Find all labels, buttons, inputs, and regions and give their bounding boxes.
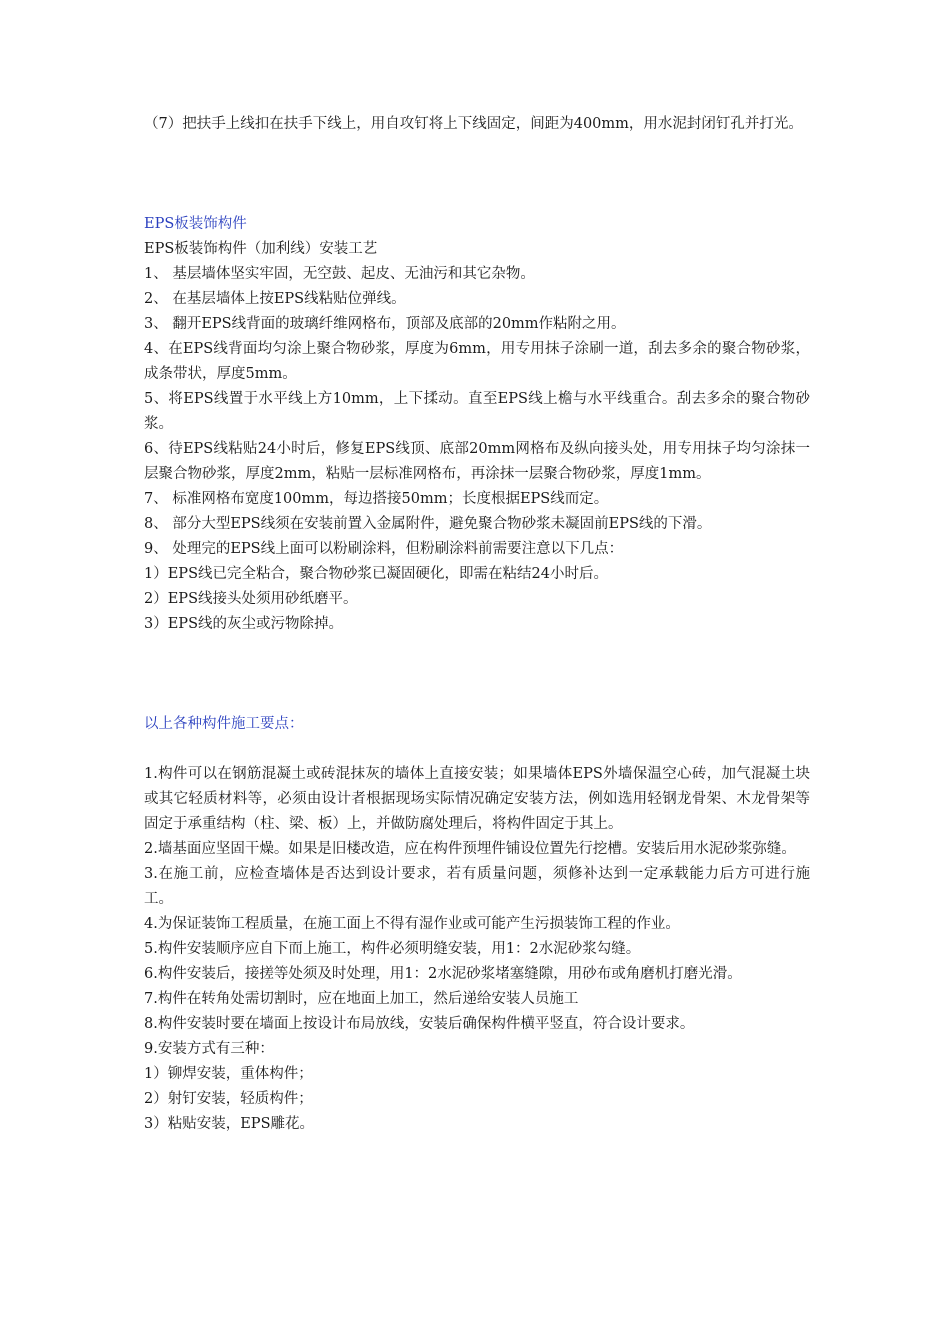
spacer: [144, 737, 810, 762]
eps-step: 7、 标准网格布宽度100mm，每边搭接50mm；长度根据EPS线而定。: [144, 491, 609, 507]
eps-step: 4、在EPS线背面均匀涂上聚合物砂浆，厚度为6mm，用专用抹子涂刷一道，刮去多余的聚合物砂浆，成条带状，厚度5mm。: [144, 341, 810, 382]
point-item: 8.构件安装时要在墙面上按设计布局放线，安装后确保构件横平竖直，符合设计要求。: [144, 1016, 695, 1032]
eps-substep: 3）EPS线的灰尘或污物除掉。: [144, 616, 343, 632]
point-item: 6.构件安装后，接搓等处须及时处理，用1：2水泥砂浆堵塞缝隙，用砂布或角磨机打磨光滑。: [144, 966, 742, 982]
points-list: [144, 762, 810, 1137]
point-subitem: 1）铆焊安装，重体构件；: [144, 1066, 313, 1082]
eps-step: 6、待EPS线粘贴24小时后，修复EPS线顶、底部20mm网格布及纵向接头处，用专用抹子均匀涂抹一层聚合物砂浆，厚度2mm，粘贴一层标准网格布，再涂抹一层聚合物砂浆，厚度1mm。: [144, 441, 810, 482]
eps-section-heading: EPS板装饰构件: [144, 216, 247, 232]
point-subitem: 3）粘贴安装，EPS雕花。: [144, 1116, 314, 1132]
point-subitem: 2）射钉安装，轻质构件；: [144, 1091, 313, 1107]
point-item: 4.为保证装饰工程质量，在施工面上不得有湿作业或可能产生污损装饰工程的作业。: [144, 916, 680, 932]
eps-step: 5、将EPS线置于水平线上方10mm，上下揉动。直至EPS线上檐与水平线重合。刮去多余的聚合物砂浆。: [144, 391, 810, 432]
spacer: [144, 137, 810, 212]
point-item: 7.构件在转角处需切割时，应在地面上加工，然后递给安装人员施工: [144, 991, 579, 1007]
eps-substep: 2）EPS线接头处须用砂纸磨平。: [144, 591, 358, 607]
intro-step-7: （7）把扶手上线扣在扶手下线上，用自攻钉将上下线固定，间距为400mm，用水泥封闭钉孔并打光。: [144, 116, 803, 132]
eps-substep: 1）EPS线已完全粘合，聚合物砂浆已凝固硬化，即需在粘结24小时后。: [144, 566, 608, 582]
document-page: [144, 112, 810, 1137]
points-section-heading: 以上各种构件施工要点：: [144, 716, 304, 732]
point-item: 1.构件可以在钢筋混凝土或砖混抹灰的墙体上直接安装；如果墙体EPS外墙保温空心砖，加气混凝土块或其它轻质材料等，必须由设计者根据现场实际情况确定安装方法，例如选用轻钢龙骨架、木龙骨架等固定于承重结构（柱、梁、板）上，并做防腐处理后，将构件固定于其上。: [144, 766, 810, 832]
point-item: 2.墙基面应坚固干燥。如果是旧楼改造，应在构件预埋件铺设位置先行挖槽。安装后用水泥砂浆弥缝。: [144, 841, 796, 857]
point-item: 3.在施工前，应检查墙体是否达到设计要求，若有质量问题，须修补达到一定承载能力后方可进行施工。: [144, 866, 810, 907]
eps-step: 9、 处理完的EPS线上面可以粉刷涂料，但粉刷涂料前需要注意以下几点：: [144, 541, 624, 557]
point-item: 9.安装方式有三种：: [144, 1041, 274, 1057]
eps-section-subtitle: EPS板装饰构件（加利线）安装工艺: [144, 241, 378, 257]
eps-step: 8、 部分大型EPS线须在安装前置入金属附件，避免聚合物砂浆未凝固前EPS线的下滑。: [144, 516, 712, 532]
eps-step: 2、 在基层墙体上按EPS线粘贴位弹线。: [144, 291, 406, 307]
spacer: [144, 637, 810, 712]
point-item: 5.构件安装顺序应自下而上施工，构件必须明缝安装，用1：2水泥砂浆勾缝。: [144, 941, 641, 957]
eps-step: 3、 翻开EPS线背面的玻璃纤维网格布，顶部及底部的20mm作粘附之用。: [144, 316, 626, 332]
eps-step: 1、 基层墙体坚实牢固，无空鼓、起皮、无油污和其它杂物。: [144, 266, 535, 282]
eps-steps-list: [144, 262, 810, 637]
